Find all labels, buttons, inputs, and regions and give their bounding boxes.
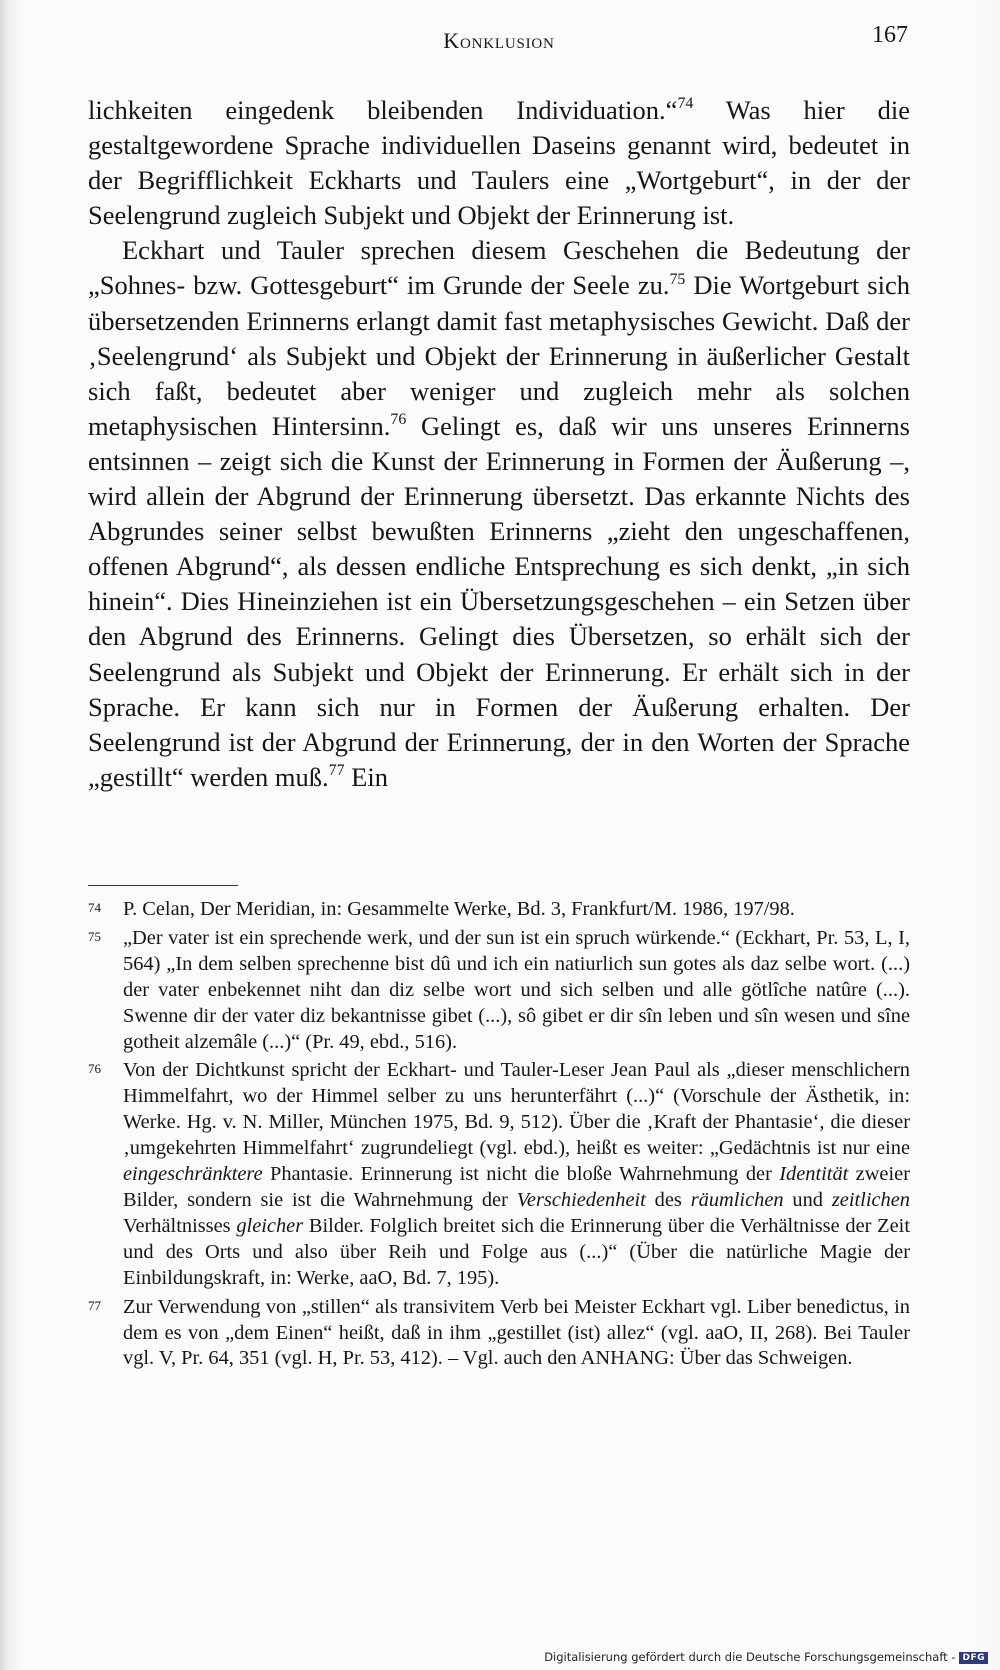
digitization-credit	[544, 1650, 988, 1664]
footnote-reference: 74	[677, 95, 694, 113]
text-run: Eckhart und Tauler sprechen diesem Geschehen die Bedeutung der „Sohnes- bzw. Gottesgeburt“ im Grunde der Seele zu.	[88, 235, 910, 301]
footnote-reference: 75	[669, 270, 686, 288]
running-head-title: Konklusion	[443, 28, 555, 53]
emphasized-text: gleicher	[236, 1214, 304, 1237]
text-run: Die Wortgeburt sich übersetzenden Erinnerns erlangt damit fast metaphysisches Gewicht. Daß der ‚Seelengrund‘ als Subjekt und Objekt der Erinnerung in äußerlicher Gestalt sich faßt, bedeutet aber weniger und zugleich mehr als solchen metaphysischen Hintersinn.	[88, 270, 910, 441]
footnote-number: 77	[88, 1297, 101, 1313]
footnote-text	[123, 1059, 910, 1288]
text-run: lichkeiten eingedenk bleibenden Individuation.“	[88, 95, 678, 125]
emphasized-text: räumlichen	[690, 1188, 784, 1211]
footnotes	[88, 897, 910, 1375]
footnote	[88, 1058, 910, 1291]
text-run: Gelingt es, daß wir uns unseres Erinnerns entsinnen – zeigt sich die Kunst der Erinnerung in Formen der Äußerung –, wird allein der Abgrund der Erinnerung übersetzt. Das erkannte Nichts des Abgrundes seiner selbst bewußten Erinnerns „zieht den ungeschaffenen, offenen Abgrund“, als dessen endliche Entsprechung es sich denkt, „in sich hinein“. Dies Hineinziehen ist ein Übersetzungsgeschehen – ein Setzen über den Abgrund des Erinnerns. Gelingt dies Übersetzen, so erhält sich der Seelengrund als Subjekt und Objekt der Erinnerung. Er erhält sich in der Sprache. Er kann sich nur in Formen der Äußerung erhalten. Der Seelengrund ist der Abgrund der Erinnerung, der in den Worten der Sprache „gestillt“ werden muß.	[88, 410, 910, 792]
footnote-text	[123, 927, 910, 1053]
footnote-number: 74	[88, 900, 101, 915]
footnote-separator	[88, 885, 238, 886]
footnote-text	[123, 1296, 910, 1370]
text-run: Phantasie. Erinnerung ist nicht die bloße Wahrnehmung der	[262, 1163, 780, 1186]
text-run: Was hier die gestaltgewordene Sprache individuellen Daseins genannt wird, bedeutet in der Begrifflichkeit Eckharts und Taulers eine „Wortgeburt“, in der der Seelengrund zugleich Subjekt und Objekt der Erinnerung ist.	[88, 95, 910, 231]
text-run: P. Celan, Der Meridian, in: Gesammelte Werke, Bd. 3, Frankfurt/M. 1986, 197/98.	[123, 898, 795, 920]
credit-text: Digitalisierung gefördert durch die Deutsche Forschungsgemeinschaft -	[544, 1650, 956, 1664]
text-run: „Der vater ist ein sprechende werk, und der sun ist ein spruch würkende.“ (Eckhart, Pr. 53, L, I, 564) „In dem selben sprechenne bist dû und ich ein natiurlich sun gotes als daz selbe wort. (...) der vater enbekennet niht dan diz selbe wort und sich selben und alle götlîche natûre (...). Swenne dir der vater diz bekantnisse gibet (...), sô gibet er dir sîn leben und sîn wesen und sîne gotheit alzemâle (...)“ (Pr. 49, ebd., 516).	[123, 926, 910, 1053]
running-head	[88, 22, 910, 56]
footnote-reference: 77	[328, 762, 345, 780]
footnote-number: 76	[88, 1061, 101, 1077]
emphasized-text: zeitlichen	[831, 1188, 910, 1211]
paragraph-2	[88, 233, 910, 795]
text-run: Von der Dichtkunst spricht der Eckhart- und Tauler-Leser Jean Paul als „dieser menschlichern Himmelfahrt, wo der Himmel selber zu uns herunterfährt (...)“ (Vorschule der Ästhetik, in: Werke. Hg. v. N. Miller, München 1975, Bd. 9, 512). Über die ‚Kraft der Phantasie‘, die dieser ‚umgekehrten Himmelfahrt‘ zugrundeliegt (vgl. ebd.), heißt es weiter: „Gedächtnis ist nur eine	[123, 1059, 910, 1160]
text-run: des	[645, 1188, 691, 1211]
footnote	[88, 1295, 910, 1373]
footnote	[88, 897, 910, 923]
footnote	[88, 926, 910, 1056]
emphasized-text: eingeschränktere	[123, 1163, 263, 1186]
footnote-reference: 76	[390, 411, 407, 429]
emphasized-text: Verschiedenheit	[516, 1188, 646, 1211]
text-run: Verhältnisses	[123, 1214, 237, 1237]
page-number: 167	[872, 22, 908, 48]
footnote-text	[123, 898, 795, 920]
main-text	[88, 93, 910, 795]
footnote-number: 75	[88, 928, 101, 944]
text-run: Zur Verwendung von „stillen“ als transivitem Verb bei Meister Eckhart vgl. Liber benedictus, in dem es von „dem Einen“ heißt, daß in ihm „gestillet (ist) allez“ (vgl. aaO, II, 268). Bei Tauler vgl. V, Pr. 64, 351 (vgl. H, Pr. 53, 412). – Vgl. auch den ANHANG: Über das Schweigen.	[123, 1295, 910, 1370]
paragraph-1	[88, 93, 910, 233]
text-run: Bilder. Folglich breitet sich die Erinnerung über die Verhältnisse der Zeit und des Orts und also über Reih und Folge aus (...)“ (Über die natürliche Magie der Einbildungskraft, in: Werke, aaO, Bd. 7, 195).	[123, 1214, 911, 1289]
text-run: und	[783, 1188, 832, 1211]
text-run: Ein	[344, 761, 388, 792]
text-run: zweier Bilder, sondern sie ist die Wahrnehmung der	[123, 1163, 910, 1211]
emphasized-text: Identität	[779, 1163, 849, 1186]
dfg-logo: DFG	[959, 1652, 988, 1664]
